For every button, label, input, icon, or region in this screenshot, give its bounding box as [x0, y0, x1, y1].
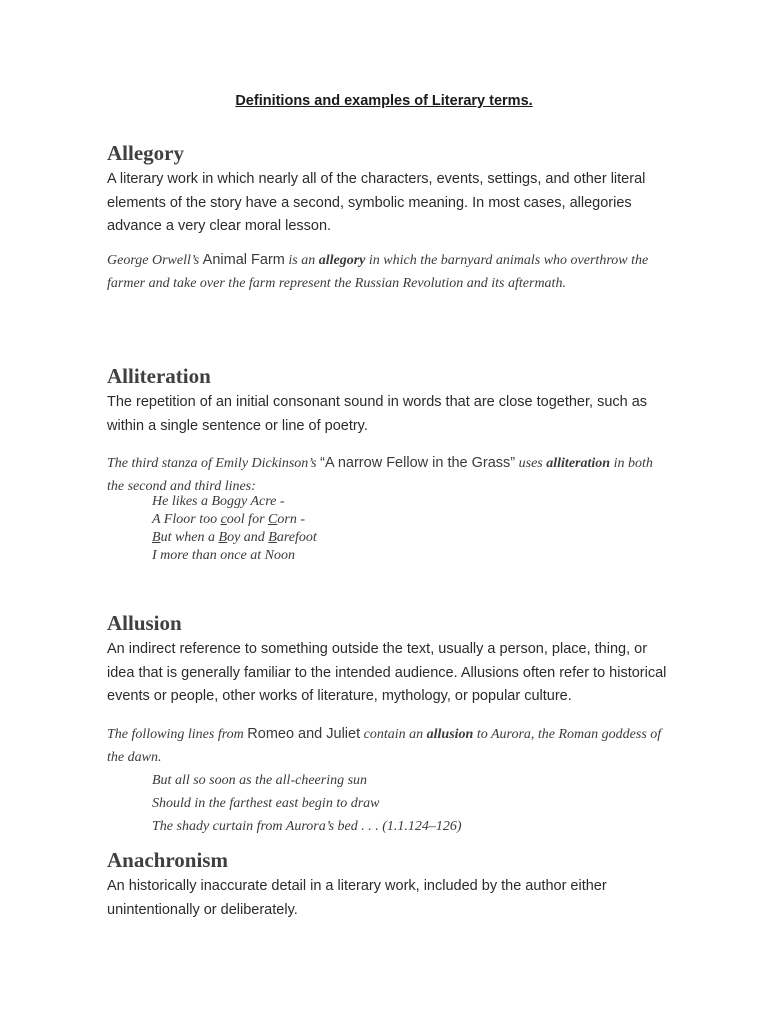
work-title: Animal Farm — [202, 251, 285, 268]
example-text: contain an — [360, 726, 427, 742]
example-text: in both the second and third lines: — [107, 456, 653, 494]
section-anachronism — [107, 847, 667, 922]
section-alliteration — [107, 363, 667, 565]
example-text: The following lines from — [107, 726, 248, 742]
example-text: uses — [515, 456, 547, 471]
term-definition: An indirect reference to something outside the text, usually a person, place, thing, or idea that is generally familiar to the intended audience. Allusions often refer to historical events or people, other works of literature, mythology, or popular culture. — [107, 641, 667, 704]
term-example — [107, 452, 667, 498]
example-text: to Aurora, the Roman goddess of the dawn. — [107, 726, 662, 765]
work-title: Romeo and Juliet — [247, 725, 361, 742]
example-keyword: alliteration — [546, 456, 611, 471]
poem-excerpt — [107, 493, 667, 565]
poem-line: He likes a Boggy Acre - — [152, 494, 285, 509]
term-definition: A literary work in which nearly all of the characters, events, settings, and other literal elements of the story have a second, symbolic meaning. In most cases, allegories advance a very clear moral lesson. — [107, 171, 646, 234]
term-definition: The repetition of an initial consonant sound in words that are close together, such as within a single sentence or line of poetry. — [107, 394, 648, 434]
example-text: The third stanza of Emily Dickinson’s — [107, 456, 321, 471]
term-heading: Allegory — [107, 141, 184, 165]
term-heading: Allusion — [107, 611, 182, 635]
section-allusion — [107, 610, 667, 838]
term-example — [107, 723, 667, 769]
example-text: George Orwell’s — [107, 252, 203, 268]
section-allegory — [107, 140, 667, 296]
example-text: is an — [284, 252, 319, 268]
work-title: “A narrow Fellow in the Grass” — [320, 455, 516, 471]
document-title: Definitions and examples of Literary terms. — [235, 93, 533, 109]
term-heading: Anachronism — [107, 848, 228, 872]
term-example — [107, 249, 667, 296]
poem-line: A Floor too cool for Corn - — [152, 512, 305, 527]
term-heading: Alliteration — [107, 364, 211, 388]
verse-excerpt — [107, 769, 667, 838]
term-definition: An historically inaccurate detail in a literary work, included by the author either unintentionally or deliberately. — [107, 878, 607, 918]
example-keyword: allusion — [426, 726, 474, 742]
verse-line: The shady curtain from Aurora’s bed . . . (1.1.124–126) — [152, 818, 462, 834]
verse-line: But all so soon as the all-cheering sun — [152, 772, 368, 788]
poem-line: But when a Boy and Barefoot — [152, 530, 317, 545]
example-text: in which the barnyard animals who overthrow the farmer and take over the farm represent the Russian Revolution and its aftermath. — [107, 252, 649, 291]
verse-line: Should in the farthest east begin to draw — [152, 795, 380, 811]
example-keyword: allegory — [318, 252, 366, 268]
poem-line: I more than once at Noon — [152, 548, 295, 563]
